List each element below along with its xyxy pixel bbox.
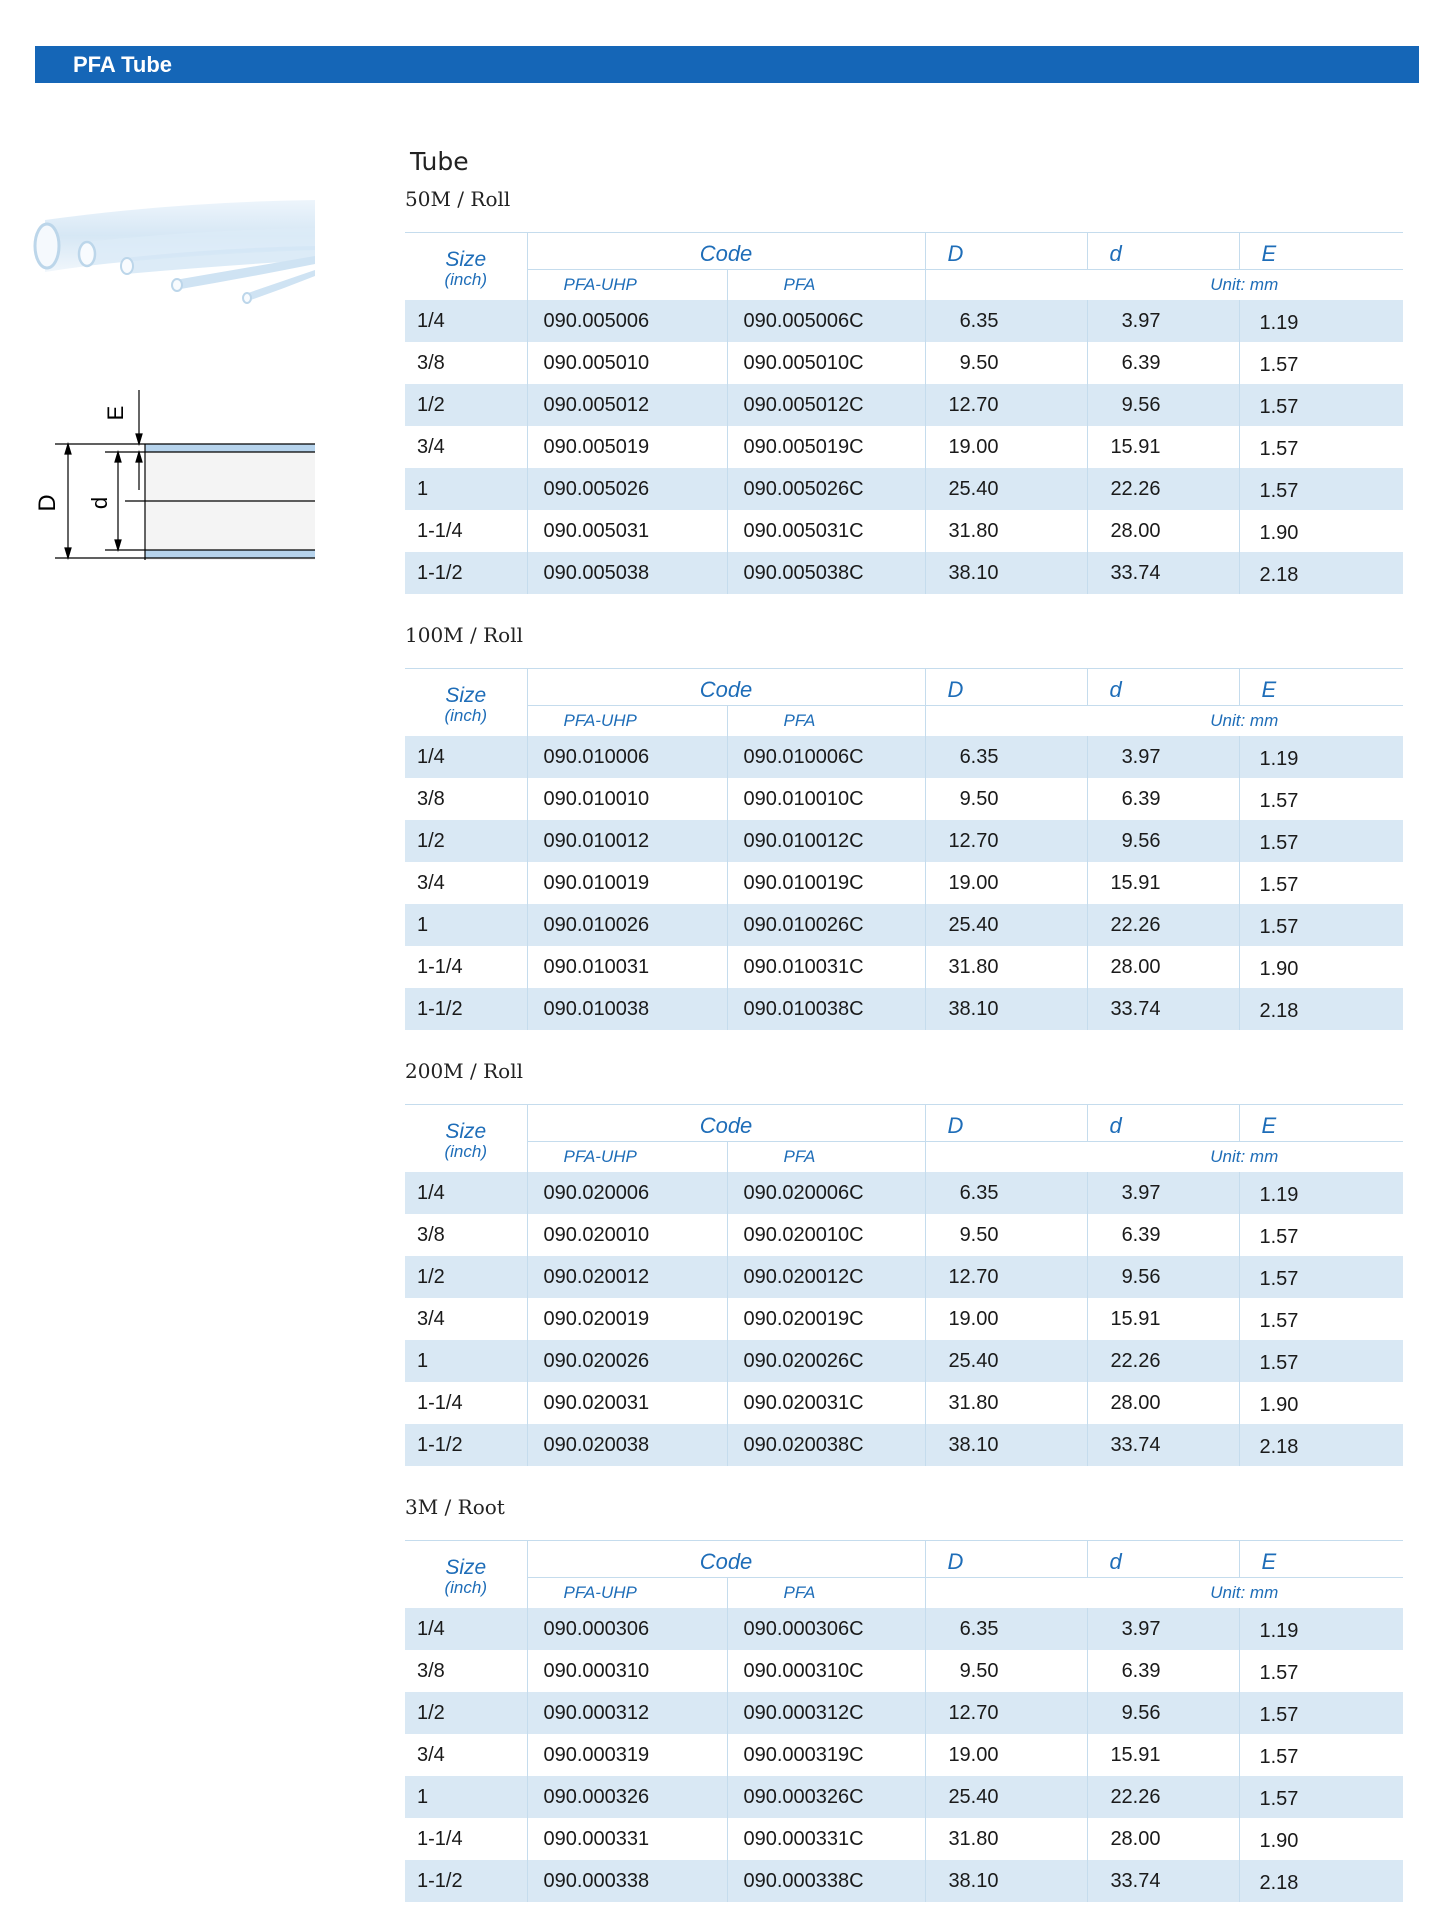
cell-size: 3/8 — [405, 342, 527, 384]
cell-pfa-code: 090.020019C — [727, 1298, 925, 1340]
cell-inner-diameter: 33.74 — [1087, 552, 1239, 594]
cell-inner-diameter: 33.74 — [1087, 988, 1239, 1030]
cell-pfa-code: 090.020038C — [727, 1424, 925, 1466]
cell-size: 1 — [405, 904, 527, 946]
cell-pfa-uhp-code: 090.005006 — [527, 300, 727, 342]
cell-size: 3/4 — [405, 1734, 527, 1776]
D-header: D — [925, 233, 1087, 270]
table-header-row — [405, 669, 1403, 706]
size-header: Size (inch) — [405, 1105, 527, 1173]
cell-size: 3/4 — [405, 1298, 527, 1340]
cell-outer-diameter: 6.35 — [925, 1172, 1087, 1214]
pfa-uhp-header: PFA-UHP — [527, 706, 727, 737]
pfa-header: PFA — [727, 706, 925, 737]
cell-pfa-code: 090.010010C — [727, 778, 925, 820]
cell-pfa-uhp-code: 090.020010 — [527, 1214, 727, 1256]
table-row — [405, 1608, 1403, 1650]
d-header: d — [1087, 1105, 1239, 1142]
cell-pfa-uhp-code: 090.020031 — [527, 1382, 727, 1424]
cell-wall-thickness: 1.90 — [1239, 1818, 1403, 1860]
cell-inner-diameter: 9.56 — [1087, 1256, 1239, 1298]
cell-size: 1-1/2 — [405, 1424, 527, 1466]
table-row — [405, 1172, 1403, 1214]
cell-wall-thickness: 2.18 — [1239, 988, 1403, 1030]
cell-pfa-code: 090.000310C — [727, 1650, 925, 1692]
cell-pfa-uhp-code: 090.000338 — [527, 1860, 727, 1902]
table-row — [405, 1256, 1403, 1298]
table-row — [405, 988, 1403, 1030]
cell-wall-thickness: 2.18 — [1239, 1860, 1403, 1902]
table-row — [405, 1650, 1403, 1692]
D-header: D — [925, 1541, 1087, 1578]
cell-pfa-code: 090.020026C — [727, 1340, 925, 1382]
table-row — [405, 1776, 1403, 1818]
pfa-uhp-header: PFA-UHP — [527, 1578, 727, 1609]
table-subheader-row — [405, 1142, 1403, 1173]
cell-pfa-uhp-code: 090.000310 — [527, 1650, 727, 1692]
cell-inner-diameter: 28.00 — [1087, 1818, 1239, 1860]
pfa-header: PFA — [727, 1578, 925, 1609]
cell-wall-thickness: 1.57 — [1239, 342, 1403, 384]
cell-outer-diameter: 9.50 — [925, 342, 1087, 384]
page-header-title: PFA Tube — [73, 52, 172, 77]
pfa-header: PFA — [727, 270, 925, 301]
cell-inner-diameter: 22.26 — [1087, 904, 1239, 946]
section-title: 200M / Roll — [405, 1059, 523, 1083]
cell-outer-diameter: 38.10 — [925, 988, 1087, 1030]
cell-wall-thickness: 2.18 — [1239, 1424, 1403, 1466]
cell-size: 1 — [405, 468, 527, 510]
cell-pfa-uhp-code: 090.010026 — [527, 904, 727, 946]
cell-wall-thickness: 1.57 — [1239, 1214, 1403, 1256]
E-header: E — [1239, 1105, 1403, 1142]
E-header: E — [1239, 1541, 1403, 1578]
cell-pfa-code: 090.000326C — [727, 1776, 925, 1818]
cell-inner-diameter: 3.97 — [1087, 736, 1239, 778]
table-row — [405, 468, 1403, 510]
cell-wall-thickness: 1.57 — [1239, 1298, 1403, 1340]
table-row — [405, 1860, 1403, 1902]
header-bar — [35, 46, 1419, 83]
cell-size: 1-1/2 — [405, 552, 527, 594]
cell-pfa-code: 090.020006C — [727, 1172, 925, 1214]
cell-inner-diameter: 6.39 — [1087, 1214, 1239, 1256]
cell-pfa-code: 090.005019C — [727, 426, 925, 468]
code-header: Code — [527, 1105, 925, 1142]
cell-pfa-code: 090.020010C — [727, 1214, 925, 1256]
table-row — [405, 552, 1403, 594]
cell-outer-diameter: 25.40 — [925, 468, 1087, 510]
E-header: E — [1239, 233, 1403, 270]
table-row — [405, 820, 1403, 862]
cell-pfa-code: 090.020031C — [727, 1382, 925, 1424]
cell-size: 1/2 — [405, 820, 527, 862]
cell-wall-thickness: 1.57 — [1239, 426, 1403, 468]
cell-pfa-code: 090.005038C — [727, 552, 925, 594]
cell-pfa-code: 090.010019C — [727, 862, 925, 904]
cell-outer-diameter: 6.35 — [925, 300, 1087, 342]
cell-wall-thickness: 1.57 — [1239, 1650, 1403, 1692]
code-header: Code — [527, 1541, 925, 1578]
cell-inner-diameter: 6.39 — [1087, 342, 1239, 384]
cell-pfa-uhp-code: 090.020012 — [527, 1256, 727, 1298]
cell-inner-diameter: 33.74 — [1087, 1424, 1239, 1466]
cell-pfa-uhp-code: 090.005012 — [527, 384, 727, 426]
cell-wall-thickness: 1.90 — [1239, 946, 1403, 988]
cell-outer-diameter: 25.40 — [925, 1340, 1087, 1382]
size-header: Size (inch) — [405, 233, 527, 301]
cell-wall-thickness: 1.57 — [1239, 1776, 1403, 1818]
cell-pfa-code: 090.005010C — [727, 342, 925, 384]
cell-size: 1/4 — [405, 1172, 527, 1214]
table-row — [405, 342, 1403, 384]
cell-wall-thickness: 2.18 — [1239, 552, 1403, 594]
page-title: Tube — [410, 147, 469, 176]
cell-outer-diameter: 9.50 — [925, 778, 1087, 820]
cell-size: 3/8 — [405, 778, 527, 820]
tube-cross-section — [55, 390, 315, 560]
cell-pfa-uhp-code: 090.005031 — [527, 510, 727, 552]
cell-outer-diameter: 25.40 — [925, 1776, 1087, 1818]
table-row — [405, 1298, 1403, 1340]
cell-inner-diameter: 22.26 — [1087, 1776, 1239, 1818]
cell-wall-thickness: 1.57 — [1239, 468, 1403, 510]
d-header: d — [1087, 1541, 1239, 1578]
cell-size: 1-1/4 — [405, 1382, 527, 1424]
cell-outer-diameter: 25.40 — [925, 904, 1087, 946]
cell-pfa-code: 090.020012C — [727, 1256, 925, 1298]
section-title: 3M / Root — [405, 1495, 505, 1519]
table-header-row — [405, 1541, 1403, 1578]
cell-wall-thickness: 1.57 — [1239, 904, 1403, 946]
cell-size: 3/8 — [405, 1650, 527, 1692]
cell-pfa-code: 090.005006C — [727, 300, 925, 342]
cell-pfa-code: 090.010031C — [727, 946, 925, 988]
cell-outer-diameter: 19.00 — [925, 1734, 1087, 1776]
cell-wall-thickness: 1.19 — [1239, 300, 1403, 342]
cell-wall-thickness: 1.57 — [1239, 820, 1403, 862]
table-row — [405, 904, 1403, 946]
cell-pfa-uhp-code: 090.000331 — [527, 1818, 727, 1860]
table-row — [405, 1340, 1403, 1382]
table-row — [405, 1692, 1403, 1734]
table-row — [405, 1424, 1403, 1466]
table-subheader-row — [405, 1578, 1403, 1609]
cell-inner-diameter: 33.74 — [1087, 1860, 1239, 1902]
cell-pfa-uhp-code: 090.010012 — [527, 820, 727, 862]
cell-inner-diameter: 6.39 — [1087, 1650, 1239, 1692]
cell-size: 3/4 — [405, 862, 527, 904]
size-header: Size (inch) — [405, 1541, 527, 1609]
table-row — [405, 1734, 1403, 1776]
cell-inner-diameter: 15.91 — [1087, 1298, 1239, 1340]
cell-wall-thickness: 1.57 — [1239, 1340, 1403, 1382]
cell-outer-diameter: 12.70 — [925, 1256, 1087, 1298]
cell-inner-diameter: 28.00 — [1087, 1382, 1239, 1424]
table-row — [405, 1214, 1403, 1256]
section-title: 50M / Roll — [405, 187, 511, 211]
table-row — [405, 946, 1403, 988]
cell-wall-thickness: 1.57 — [1239, 862, 1403, 904]
cell-pfa-uhp-code: 090.000306 — [527, 1608, 727, 1650]
table-row — [405, 778, 1403, 820]
cell-pfa-code: 090.000331C — [727, 1818, 925, 1860]
cell-outer-diameter: 6.35 — [925, 1608, 1087, 1650]
D-header: D — [925, 1105, 1087, 1142]
unit-label: Unit: mm — [1210, 711, 1279, 730]
cell-pfa-code: 090.000312C — [727, 1692, 925, 1734]
unit-label: Unit: mm — [1210, 1147, 1279, 1166]
cell-outer-diameter: 38.10 — [925, 1424, 1087, 1466]
cell-wall-thickness: 1.57 — [1239, 1256, 1403, 1298]
cell-pfa-code: 090.010006C — [727, 736, 925, 778]
label-d: d — [87, 496, 112, 510]
cell-outer-diameter: 31.80 — [925, 1382, 1087, 1424]
label-E: E — [103, 405, 128, 421]
cell-size: 1-1/4 — [405, 946, 527, 988]
cell-inner-diameter: 9.56 — [1087, 384, 1239, 426]
cell-pfa-uhp-code: 090.005026 — [527, 468, 727, 510]
cell-outer-diameter: 19.00 — [925, 1298, 1087, 1340]
cell-pfa-code: 090.010026C — [727, 904, 925, 946]
D-header: D — [925, 669, 1087, 706]
table-row — [405, 1818, 1403, 1860]
cell-inner-diameter: 28.00 — [1087, 510, 1239, 552]
cell-size: 3/4 — [405, 426, 527, 468]
cell-outer-diameter: 31.80 — [925, 510, 1087, 552]
table-row — [405, 384, 1403, 426]
cell-inner-diameter: 6.39 — [1087, 778, 1239, 820]
pfa-uhp-header: PFA-UHP — [527, 1142, 727, 1173]
cell-pfa-code: 090.005012C — [727, 384, 925, 426]
cell-pfa-uhp-code: 090.010010 — [527, 778, 727, 820]
table-row — [405, 1382, 1403, 1424]
cell-size: 1/2 — [405, 384, 527, 426]
tube-illustration — [25, 190, 325, 560]
cell-inner-diameter: 15.91 — [1087, 862, 1239, 904]
cell-inner-diameter: 28.00 — [1087, 946, 1239, 988]
d-header: d — [1087, 669, 1239, 706]
cell-inner-diameter: 9.56 — [1087, 1692, 1239, 1734]
cell-wall-thickness: 1.19 — [1239, 736, 1403, 778]
cell-pfa-uhp-code: 090.005010 — [527, 342, 727, 384]
E-header: E — [1239, 669, 1403, 706]
cell-inner-diameter: 22.26 — [1087, 468, 1239, 510]
cell-pfa-uhp-code: 090.020038 — [527, 1424, 727, 1466]
cell-outer-diameter: 38.10 — [925, 552, 1087, 594]
cell-inner-diameter: 9.56 — [1087, 820, 1239, 862]
cell-outer-diameter: 12.70 — [925, 820, 1087, 862]
cell-outer-diameter: 31.80 — [925, 946, 1087, 988]
cell-pfa-uhp-code: 090.005038 — [527, 552, 727, 594]
cell-size: 1 — [405, 1776, 527, 1818]
cell-pfa-code: 090.005031C — [727, 510, 925, 552]
cell-pfa-code: 090.000338C — [727, 1860, 925, 1902]
cell-inner-diameter: 15.91 — [1087, 426, 1239, 468]
cell-size: 1/2 — [405, 1692, 527, 1734]
cell-size: 3/8 — [405, 1214, 527, 1256]
cell-outer-diameter: 12.70 — [925, 384, 1087, 426]
spec-table — [405, 232, 1403, 594]
pfa-uhp-header: PFA-UHP — [527, 270, 727, 301]
section-title: 100M / Roll — [405, 623, 523, 647]
cell-size: 1 — [405, 1340, 527, 1382]
table-header-row — [405, 233, 1403, 270]
cell-pfa-uhp-code: 090.020026 — [527, 1340, 727, 1382]
unit-label: Unit: mm — [1210, 1583, 1279, 1602]
cell-wall-thickness: 1.57 — [1239, 1692, 1403, 1734]
cell-outer-diameter: 9.50 — [925, 1214, 1087, 1256]
spec-table — [405, 1104, 1403, 1466]
table-subheader-row — [405, 706, 1403, 737]
cell-inner-diameter: 3.97 — [1087, 1172, 1239, 1214]
cell-wall-thickness: 1.57 — [1239, 1734, 1403, 1776]
d-header: d — [1087, 233, 1239, 270]
cell-inner-diameter: 3.97 — [1087, 300, 1239, 342]
cell-wall-thickness: 1.19 — [1239, 1172, 1403, 1214]
cell-outer-diameter: 12.70 — [925, 1692, 1087, 1734]
table-header-row — [405, 1105, 1403, 1142]
table-row — [405, 426, 1403, 468]
cell-outer-diameter: 19.00 — [925, 426, 1087, 468]
table-row — [405, 736, 1403, 778]
label-D: D — [34, 494, 61, 512]
cell-pfa-code: 090.010012C — [727, 820, 925, 862]
cell-pfa-uhp-code: 090.005019 — [527, 426, 727, 468]
pfa-header: PFA — [727, 1142, 925, 1173]
cell-size: 1-1/4 — [405, 510, 527, 552]
code-header: Code — [527, 233, 925, 270]
cell-size: 1-1/2 — [405, 988, 527, 1030]
cell-pfa-uhp-code: 090.020006 — [527, 1172, 727, 1214]
table-subheader-row — [405, 270, 1403, 301]
cell-pfa-uhp-code: 090.010006 — [527, 736, 727, 778]
cell-outer-diameter: 9.50 — [925, 1650, 1087, 1692]
unit-label: Unit: mm — [1210, 275, 1279, 294]
code-header: Code — [527, 669, 925, 706]
cell-pfa-uhp-code: 090.000326 — [527, 1776, 727, 1818]
cell-pfa-code: 090.000306C — [727, 1608, 925, 1650]
cell-wall-thickness: 1.90 — [1239, 1382, 1403, 1424]
cell-inner-diameter: 15.91 — [1087, 1734, 1239, 1776]
cell-size: 1/4 — [405, 736, 527, 778]
cell-inner-diameter: 3.97 — [1087, 1608, 1239, 1650]
cell-size: 1/4 — [405, 300, 527, 342]
table-row — [405, 510, 1403, 552]
cell-pfa-uhp-code: 090.020019 — [527, 1298, 727, 1340]
tube-photo — [35, 200, 315, 303]
table-row — [405, 862, 1403, 904]
cell-size: 1/4 — [405, 1608, 527, 1650]
cell-pfa-uhp-code: 090.000312 — [527, 1692, 727, 1734]
cell-size: 1/2 — [405, 1256, 527, 1298]
size-header: Size (inch) — [405, 669, 527, 737]
cell-outer-diameter: 6.35 — [925, 736, 1087, 778]
cell-pfa-uhp-code: 090.010038 — [527, 988, 727, 1030]
cell-pfa-code: 090.010038C — [727, 988, 925, 1030]
cell-pfa-code: 090.005026C — [727, 468, 925, 510]
cell-outer-diameter: 19.00 — [925, 862, 1087, 904]
cell-size: 1-1/2 — [405, 1860, 527, 1902]
cell-size: 1-1/4 — [405, 1818, 527, 1860]
cell-pfa-uhp-code: 090.010019 — [527, 862, 727, 904]
cell-wall-thickness: 1.90 — [1239, 510, 1403, 552]
cell-pfa-code: 090.000319C — [727, 1734, 925, 1776]
spec-table — [405, 1540, 1403, 1902]
table-row — [405, 300, 1403, 342]
cell-inner-diameter: 22.26 — [1087, 1340, 1239, 1382]
cell-wall-thickness: 1.57 — [1239, 384, 1403, 426]
cell-wall-thickness: 1.57 — [1239, 778, 1403, 820]
cell-outer-diameter: 38.10 — [925, 1860, 1087, 1902]
spec-table — [405, 668, 1403, 1030]
cell-pfa-uhp-code: 090.010031 — [527, 946, 727, 988]
cell-outer-diameter: 31.80 — [925, 1818, 1087, 1860]
cell-wall-thickness: 1.19 — [1239, 1608, 1403, 1650]
cell-pfa-uhp-code: 090.000319 — [527, 1734, 727, 1776]
